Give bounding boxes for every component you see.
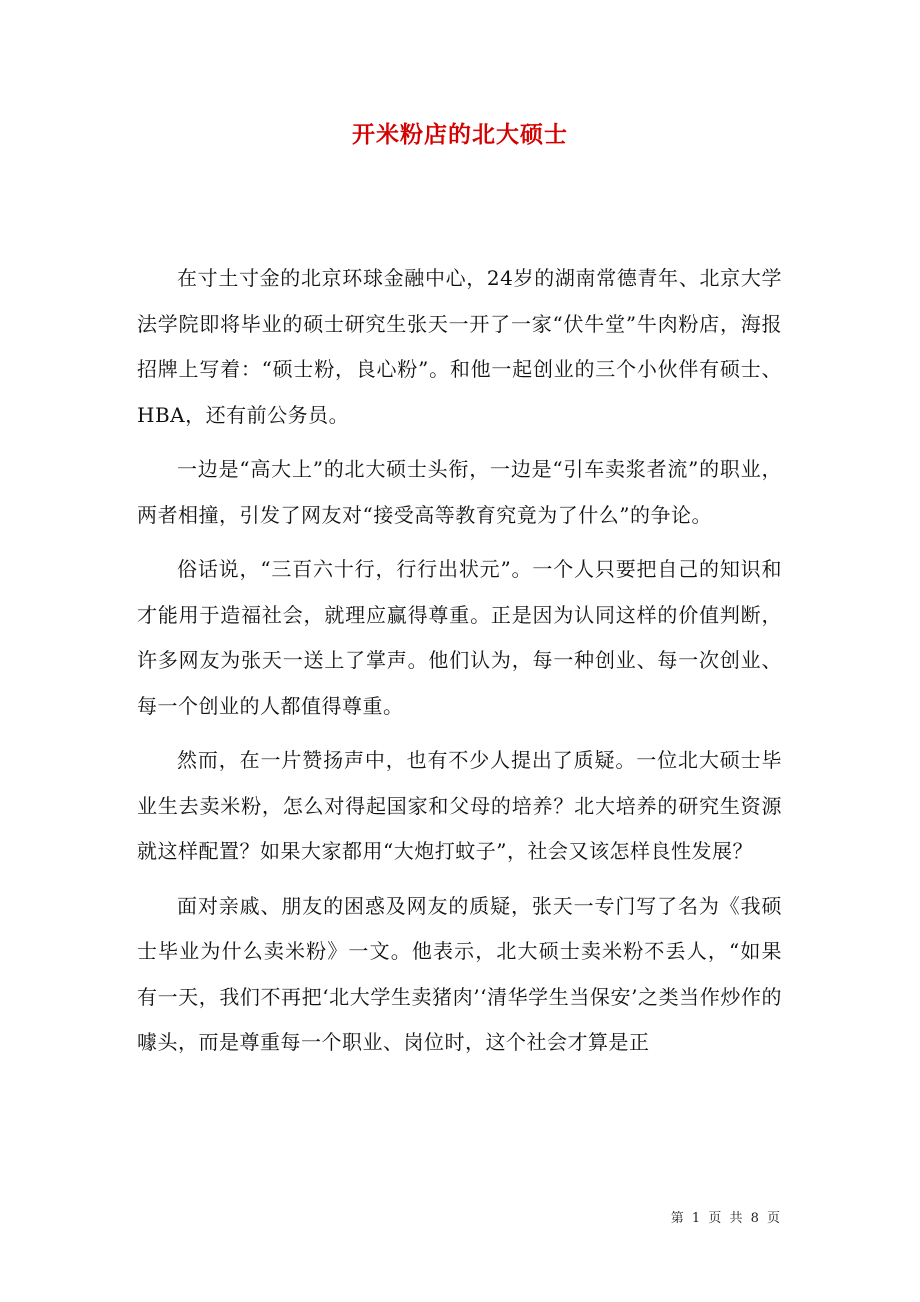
paragraph-3: 俗话说，“三百六十行，行行出状元”。一个人只要把自己的知识和才能用于造福社会，就理应赢得尊重。正是因为认同这样的价值判断，许多网友为张天一送上了掌声。他们认为，每一种创业、每一次创业、每一个创业的人都值得尊重。 bbox=[137, 557, 782, 718]
document-title: 开米粉店的北大硕士 bbox=[352, 121, 568, 148]
page-footer: 第 1 页 共 8 页 bbox=[670, 1211, 782, 1226]
article-body bbox=[137, 256, 782, 1075]
paragraph-5: 面对亲戚、朋友的困惑及网友的质疑，张天一专门写了名为《我硕士毕业为什么卖米粉》一文。他表示，北大硕士卖米粉不丢人，“如果有一天，我们不再把‘北大学生卖猪肉’‘清华学生当保安’之类当作炒作的噱头，而是尊重每一个职业、岗位时，这个社会才算是正 bbox=[137, 893, 782, 1054]
paragraph-2: 一边是“高大上”的北大硕士头衔，一边是“引车卖浆者流”的职业，两者相撞，引发了网友对“接受高等教育究竟为了什么”的争论。 bbox=[137, 457, 782, 527]
paragraph-4: 然而，在一片赞扬声中，也有不少人提出了质疑。一位北大硕士毕业生去卖米粉，怎么对得起国家和父母的培养？北大培养的研究生资源就这样配置？如果大家都用“大炮打蚊子”，社会又该怎样良性发展？ bbox=[137, 748, 782, 863]
paragraph-1: 在寸土寸金的北京环球金融中心，24岁的湖南常德青年、北京大学法学院即将毕业的硕士研究生张天一开了一家“伏牛堂”牛肉粉店，海报招牌上写着：“硕士粉，良心粉”。和他一起创业的三个小伙伴有硕士、HBA，还有前公务员。 bbox=[137, 266, 782, 427]
